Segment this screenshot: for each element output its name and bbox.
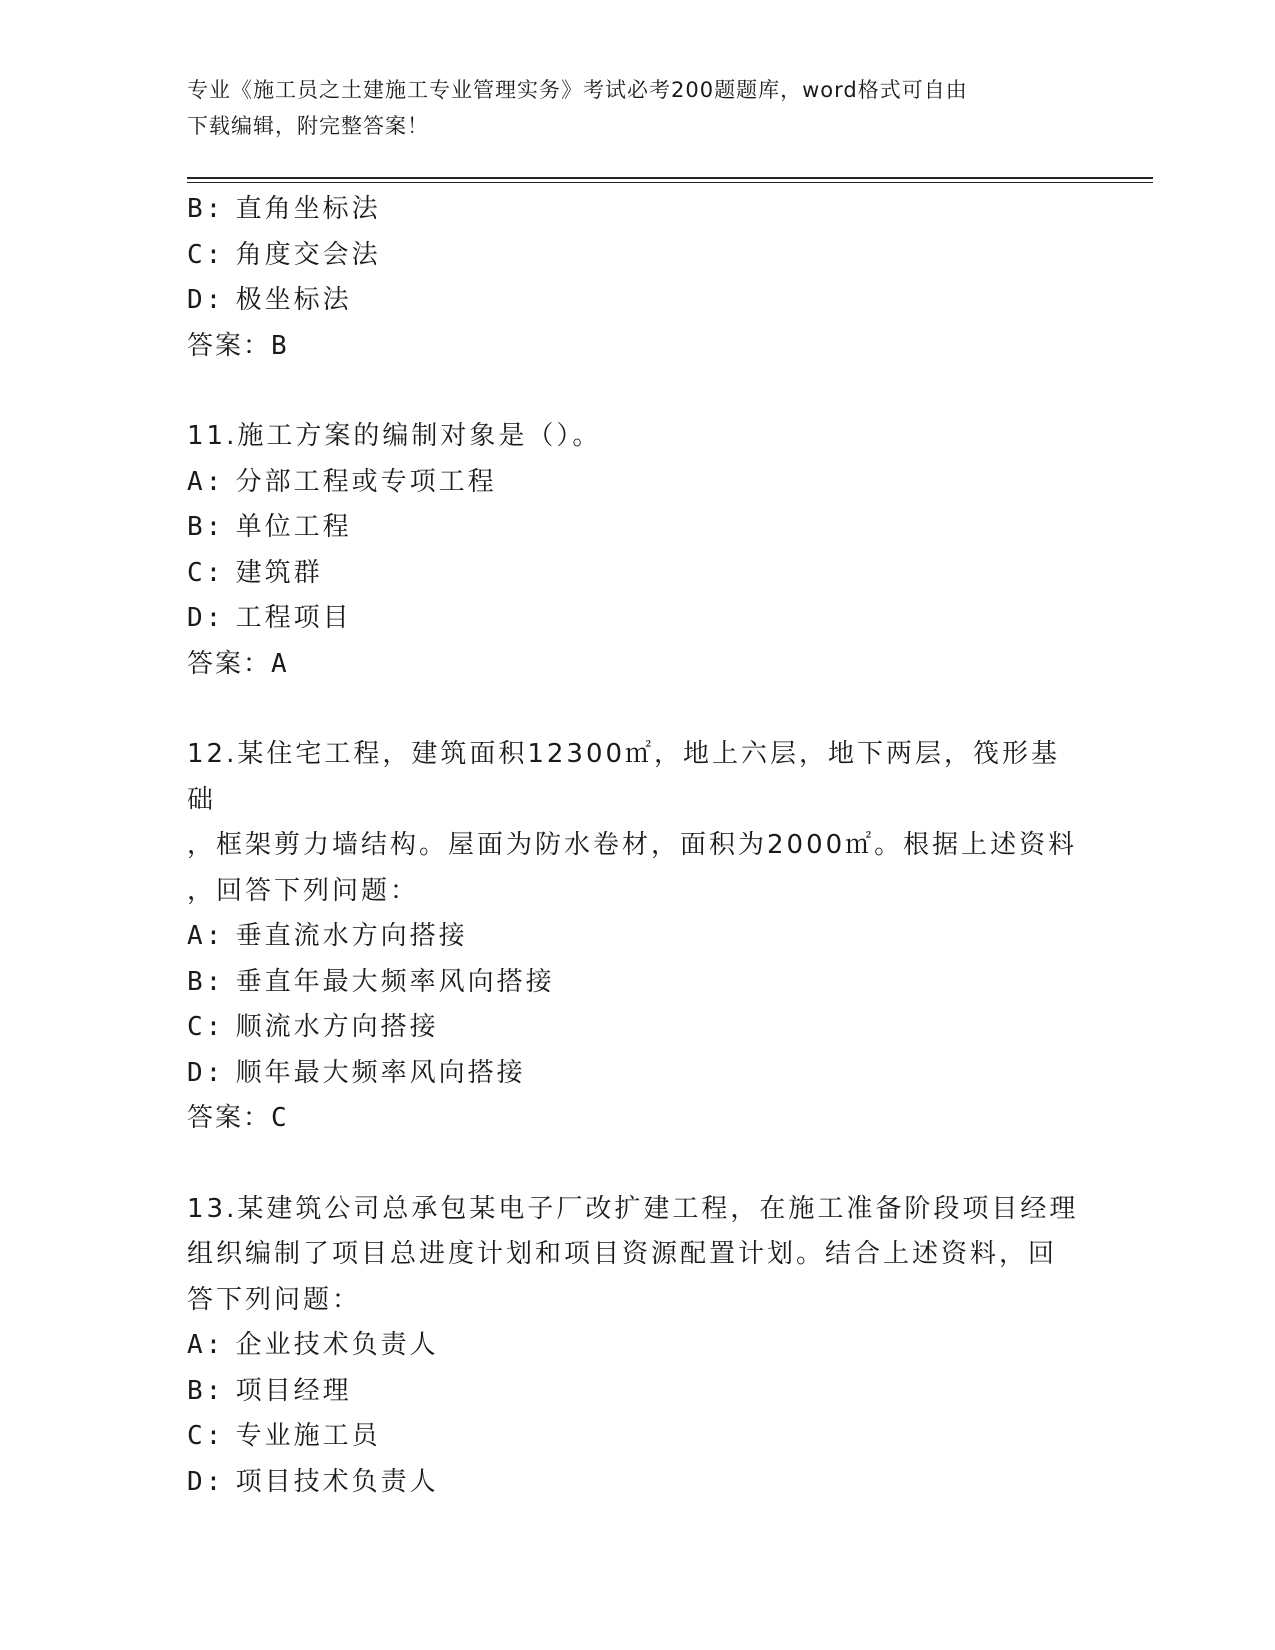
option-c: [187, 233, 1087, 279]
option-d: [187, 1460, 1087, 1506]
option-text: 项目经理: [235, 1375, 352, 1406]
question-stem-line: ，回答下列问题：: [187, 875, 420, 906]
option-text: 专业施工员: [235, 1421, 381, 1451]
option-label: A:: [187, 921, 225, 951]
question-stem-line: 12.某住宅工程，建筑面积12300㎡，地上六层，地下两层，筏形基础: [187, 739, 1061, 815]
option-text: 建筑群: [235, 557, 323, 588]
option-text: 顺年最大频率风向搭接: [235, 1057, 526, 1088]
spacer: [187, 687, 1087, 732]
question-12: [187, 732, 1087, 1142]
option-label: C:: [187, 557, 225, 588]
option-text: 顺流水方向搭接: [235, 1012, 439, 1042]
question-13: [187, 1187, 1087, 1506]
option-c: [187, 551, 1087, 597]
question-11: [187, 414, 1087, 687]
option-text: 单位工程: [235, 512, 352, 542]
header-title-line-1: 专业《施工员之土建施工专业管理实务》考试必考200题题库，word格式可自由: [187, 78, 968, 102]
option-text: 工程项目: [235, 603, 352, 633]
option-label: B:: [187, 512, 225, 542]
answer-line: [187, 324, 1087, 370]
option-label: C:: [187, 1421, 225, 1451]
option-text: 直角坐标法: [235, 194, 381, 224]
option-label: D:: [187, 603, 225, 633]
option-b: [187, 960, 1087, 1006]
option-c: [187, 1414, 1087, 1460]
answer-label: 答案：: [187, 648, 272, 679]
option-label: B:: [187, 1375, 225, 1406]
answer-value: B: [271, 330, 289, 361]
option-text: 极坐标法: [235, 285, 352, 315]
option-label: B:: [187, 194, 225, 224]
spacer: [187, 1142, 1087, 1187]
option-label: B:: [187, 966, 225, 997]
option-a: [187, 1323, 1087, 1369]
option-text: 垂直年最大频率风向搭接: [235, 966, 555, 997]
option-label: A:: [187, 1330, 225, 1360]
option-text: 分部工程或专项工程: [235, 466, 497, 497]
option-a: [187, 460, 1087, 506]
option-label: C:: [187, 239, 225, 270]
option-b: [187, 1369, 1087, 1415]
answer-label: 答案：: [187, 330, 272, 361]
option-label: D:: [187, 285, 225, 315]
question-stem-line: 13.某建筑公司总承包某电子厂改扩建工程，在施工准备阶段项目经理: [187, 1193, 1079, 1224]
question-stem: 11.施工方案的编制对象是（）。: [187, 421, 602, 451]
option-label: C:: [187, 1012, 225, 1042]
answer-label: 答案：: [187, 1103, 272, 1133]
question-stem-line: 答下列问题：: [187, 1284, 362, 1315]
option-label: A:: [187, 466, 225, 497]
option-text: 项目技术负责人: [235, 1466, 439, 1497]
answer-value: C: [271, 1103, 289, 1133]
answer-line: [187, 642, 1087, 688]
answer-value: A: [271, 648, 289, 679]
option-d: [187, 1051, 1087, 1097]
document-body: [187, 187, 1087, 1505]
option-text: 角度交会法: [235, 239, 381, 270]
header-divider-thick: [187, 177, 1153, 179]
spacer: [187, 369, 1087, 414]
option-d: [187, 278, 1087, 324]
answer-line: [187, 1096, 1087, 1142]
document-header: [187, 72, 1087, 144]
question-stem-line: 组织编制了项目总进度计划和项目资源配置计划。结合上述资料，回: [187, 1239, 1058, 1269]
option-b: [187, 187, 1087, 233]
question-stem-line: ，框架剪力墙结构。屋面为防水卷材，面积为2000㎡。根据上述资料: [187, 830, 1078, 860]
option-label: D:: [187, 1057, 225, 1088]
option-d: [187, 596, 1087, 642]
option-a: [187, 914, 1087, 960]
header-divider-thin: [187, 182, 1153, 183]
option-text: 企业技术负责人: [235, 1330, 439, 1360]
option-b: [187, 505, 1087, 551]
header-title-line-2: 下载编辑，附完整答案！: [187, 114, 429, 138]
option-label: D:: [187, 1466, 225, 1497]
option-c: [187, 1005, 1087, 1051]
question-10-partial: [187, 187, 1087, 369]
option-text: 垂直流水方向搭接: [235, 921, 468, 951]
